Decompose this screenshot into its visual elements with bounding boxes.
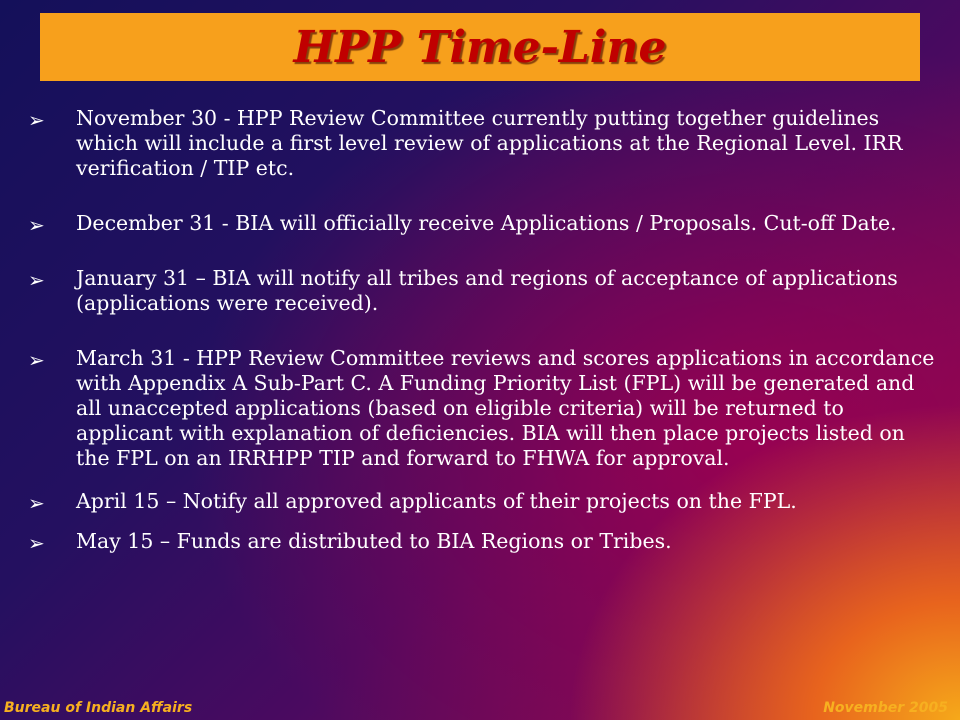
list-item <box>28 489 940 514</box>
arrow-bullet-icon: ➢ <box>28 491 45 515</box>
list-item-text: January 31 – BIA will notify all tribes and regions of acceptance of applications (applications were received). <box>76 266 898 315</box>
list-item-text: May 15 – Funds are distributed to BIA Regions or Tribes. <box>76 529 672 553</box>
arrow-bullet-icon: ➢ <box>28 213 45 237</box>
list-item-text: November 30 - HPP Review Committee currently putting together guidelines which will include a first level review of applications at the Regional Level. IRR verification / TIP etc. <box>76 106 903 180</box>
arrow-bullet-icon: ➢ <box>28 108 45 132</box>
list-item-text: March 31 - HPP Review Committee reviews and scores applications in accordance with Appendix A Sub-Part C. A Funding Priority List (FPL) will be generated and all unaccepted applications (based on eligible criteria) will be returned to applicant with explanation of deficiencies. BIA will then place projects listed on the FPL on an IRRHPP TIP and forward to FHWA for approval. <box>76 346 935 470</box>
title-bar <box>40 13 920 81</box>
list-item-text: December 31 - BIA will officially receive Applications / Proposals. Cut-off Date. <box>76 211 897 235</box>
arrow-bullet-icon: ➢ <box>28 348 45 372</box>
list-item <box>28 529 940 554</box>
list-item <box>28 346 940 471</box>
list-item <box>28 266 940 316</box>
arrow-bullet-icon: ➢ <box>28 268 45 292</box>
footer-organization: Bureau of Indian Affairs <box>4 700 193 716</box>
list-item <box>28 106 940 181</box>
list-item-text: April 15 – Notify all approved applicants of their projects on the FPL. <box>76 489 797 513</box>
list-item <box>28 211 940 236</box>
footer-date: November 2005 <box>823 700 948 716</box>
timeline-list <box>28 106 940 554</box>
arrow-bullet-icon: ➢ <box>28 531 45 555</box>
slide-title: HPP Time-Line <box>293 21 667 73</box>
